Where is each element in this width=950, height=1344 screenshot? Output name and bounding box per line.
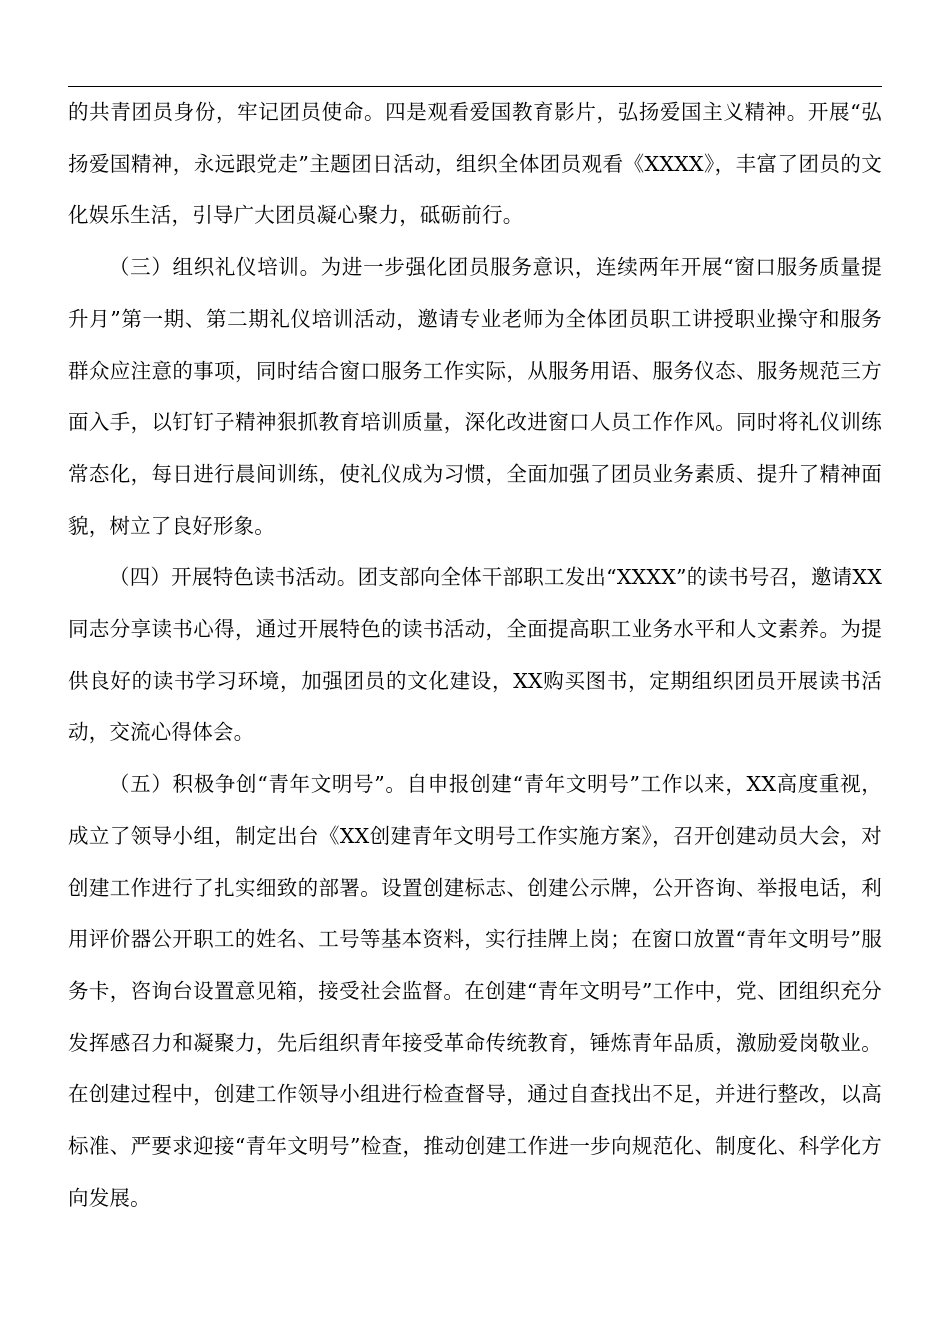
document-body: [68, 87, 882, 1224]
paragraph-youth-civilization: （五）积极争创“青年文明号”。自申报创建“青年文明号”工作以来，XX高度重视，成立了领导小组，制定出台《XX创建青年文明号工作实施方案》，召开创建动员大会，对创建工作进行了扎实细致的部署。设置创建标志、创建公示牌，公开咨询、举报电话，利用评价器公开职工的姓名、工号等基本资料，实行挂牌上岗；在窗口放置“青年文明号”服务卡，咨询台设置意见箱，接受社会监督。在创建“青年文明号”工作中，党、团组织充分发挥感召力和凝聚力，先后组织青年接受革命传统教育，锤炼青年品质，激励爱岗敬业。在创建过程中，创建工作领导小组进行检查督导，通过自查找出不足，并进行整改，以高标准、严要求迎接“青年文明号”检查，推动创建工作进一步向规范化、制度化、科学化方向发展。: [68, 772, 882, 1210]
paragraph-continuation: 的共青团员身份，牢记团员使命。四是观看爱国教育影片，弘扬爱国主义精神。开展“弘扬爱国精神，永远跟党走”主题团日活动，组织全体团员观看《XXXX》，丰富了团员的文化娱乐生活，引导广大团员凝心聚力，砥砺前行。: [68, 100, 882, 228]
paragraph-reading-activity: （四）开展特色读书活动。团支部向全体干部职工发出“XXXX”的读书号召，邀请XX同志分享读书心得，通过开展特色的读书活动，全面提高职工业务水平和人文素养。为提供良好的读书学习环境，加强团员的文化建设，XX购买图书，定期组织团员开展读书活动，交流心得体会。: [68, 565, 882, 745]
paragraph-etiquette-training: （三）组织礼仪培训。为进一步强化团员服务意识，连续两年开展“窗口服务质量提升月”第一期、第二期礼仪培训活动，邀请专业老师为全体团员职工讲授职业操守和服务群众应注意的事项，同时结合窗口服务工作实际，从服务用语、服务仪态、服务规范三方面入手，以钉钉子精神狠抓教育培训质量，深化改进窗口人员工作作风。同时将礼仪训练常态化，每日进行晨间训练，使礼仪成为习惯，全面加强了团员业务素质、提升了精神面貌，树立了良好形象。: [68, 255, 882, 538]
